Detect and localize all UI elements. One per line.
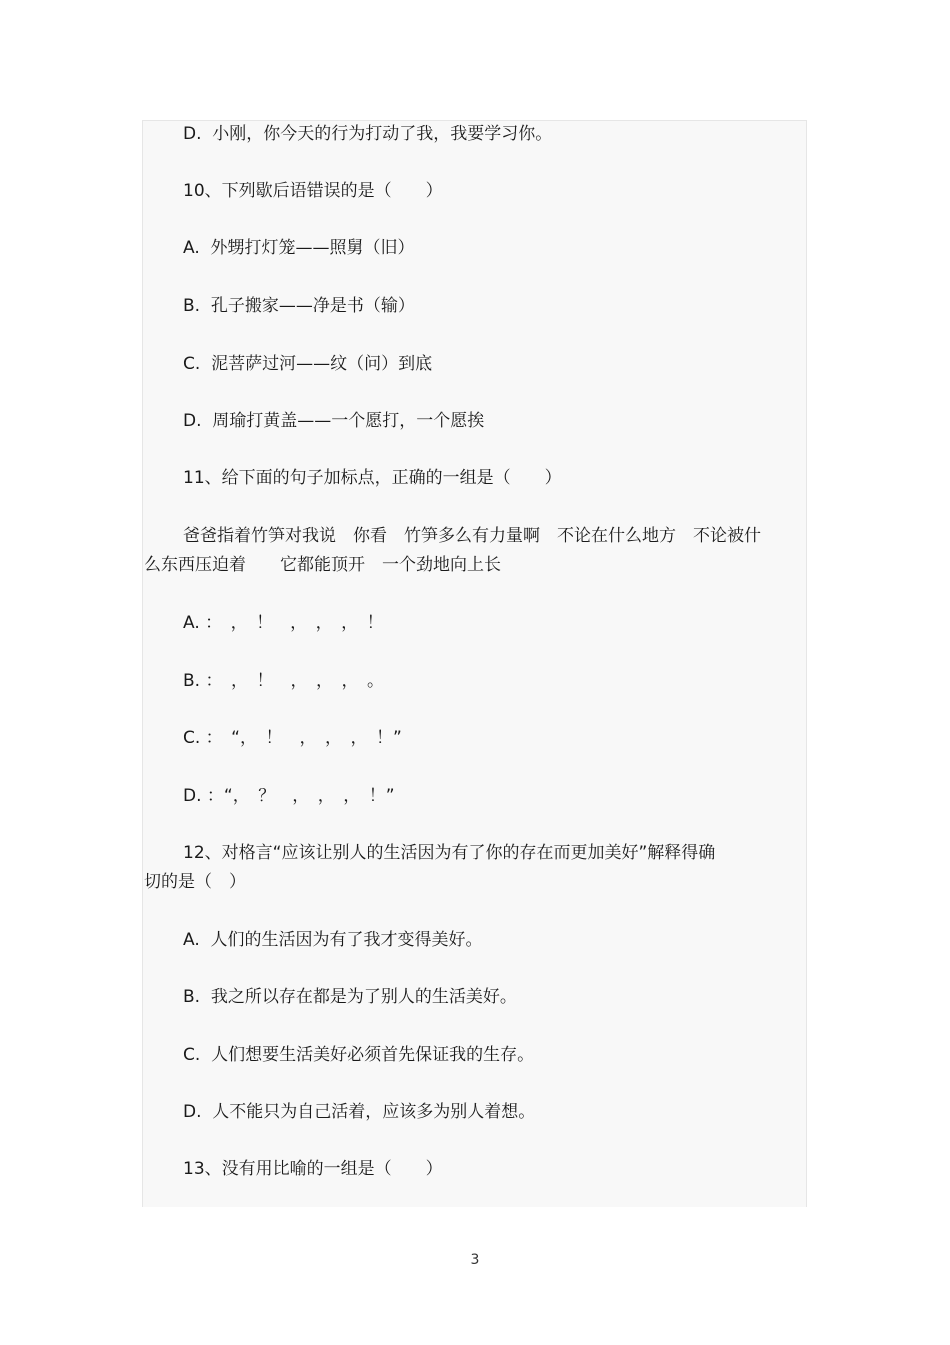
q10-question: 10、下列歇后语错误的是（ ） [183,181,443,201]
q11-option-a: A. ： ， ！ ， ， ， ！ [183,613,384,633]
q11-option-d: D. ：“， ？ ， ， ， ！” [183,786,395,806]
q10-option-c: C. 泥菩萨过河——纹（问）到底 [183,354,433,374]
q11-sentence-line1: 爸爸指着竹笋对我说 你看 竹笋多么有力量啊 不论在什么地方 不论被什 [183,526,761,546]
q12-question-line1: 12、对格言“应该让别人的生活因为有了你的存在而更加美好”解释得确 [183,843,716,863]
q10-option-d: D. 周瑜打黄盖——一个愿打，一个愿挨 [183,411,485,431]
q12-option-b: B. 我之所以存在都是为了别人的生活美好。 [183,987,517,1007]
q12-question-line2: 切的是（ ） [144,872,246,892]
q10-option-a: A. 外甥打灯笼——照舅（旧） [183,238,415,258]
page-frame [142,120,807,1207]
q10-option-b: B. 孔子搬家——净是书（输） [183,296,415,316]
q12-option-d: D. 人不能只为自己活着，应该多为别人着想。 [183,1102,536,1122]
q11-option-c: C. ： “， ！ ， ， ， ！” [183,728,402,748]
page-number: 3 [470,1252,480,1268]
q11-question: 11、给下面的句子加标点，正确的一组是（ ） [183,468,562,488]
q9-option-d: D. 小刚，你今天的行为打动了我，我要学习你。 [183,124,553,144]
q11-sentence-line2: 么东西压迫着 它都能顶开 一个劲地向上长 [144,555,501,575]
q13-question: 13、没有用比喻的一组是（ ） [183,1159,443,1179]
q12-option-a: A. 人们的生活因为有了我才变得美好。 [183,930,483,950]
q11-option-b: B. ： ， ！ ， ， ， 。 [183,671,384,691]
q12-option-c: C. 人们想要生活美好必须首先保证我的生存。 [183,1045,535,1065]
